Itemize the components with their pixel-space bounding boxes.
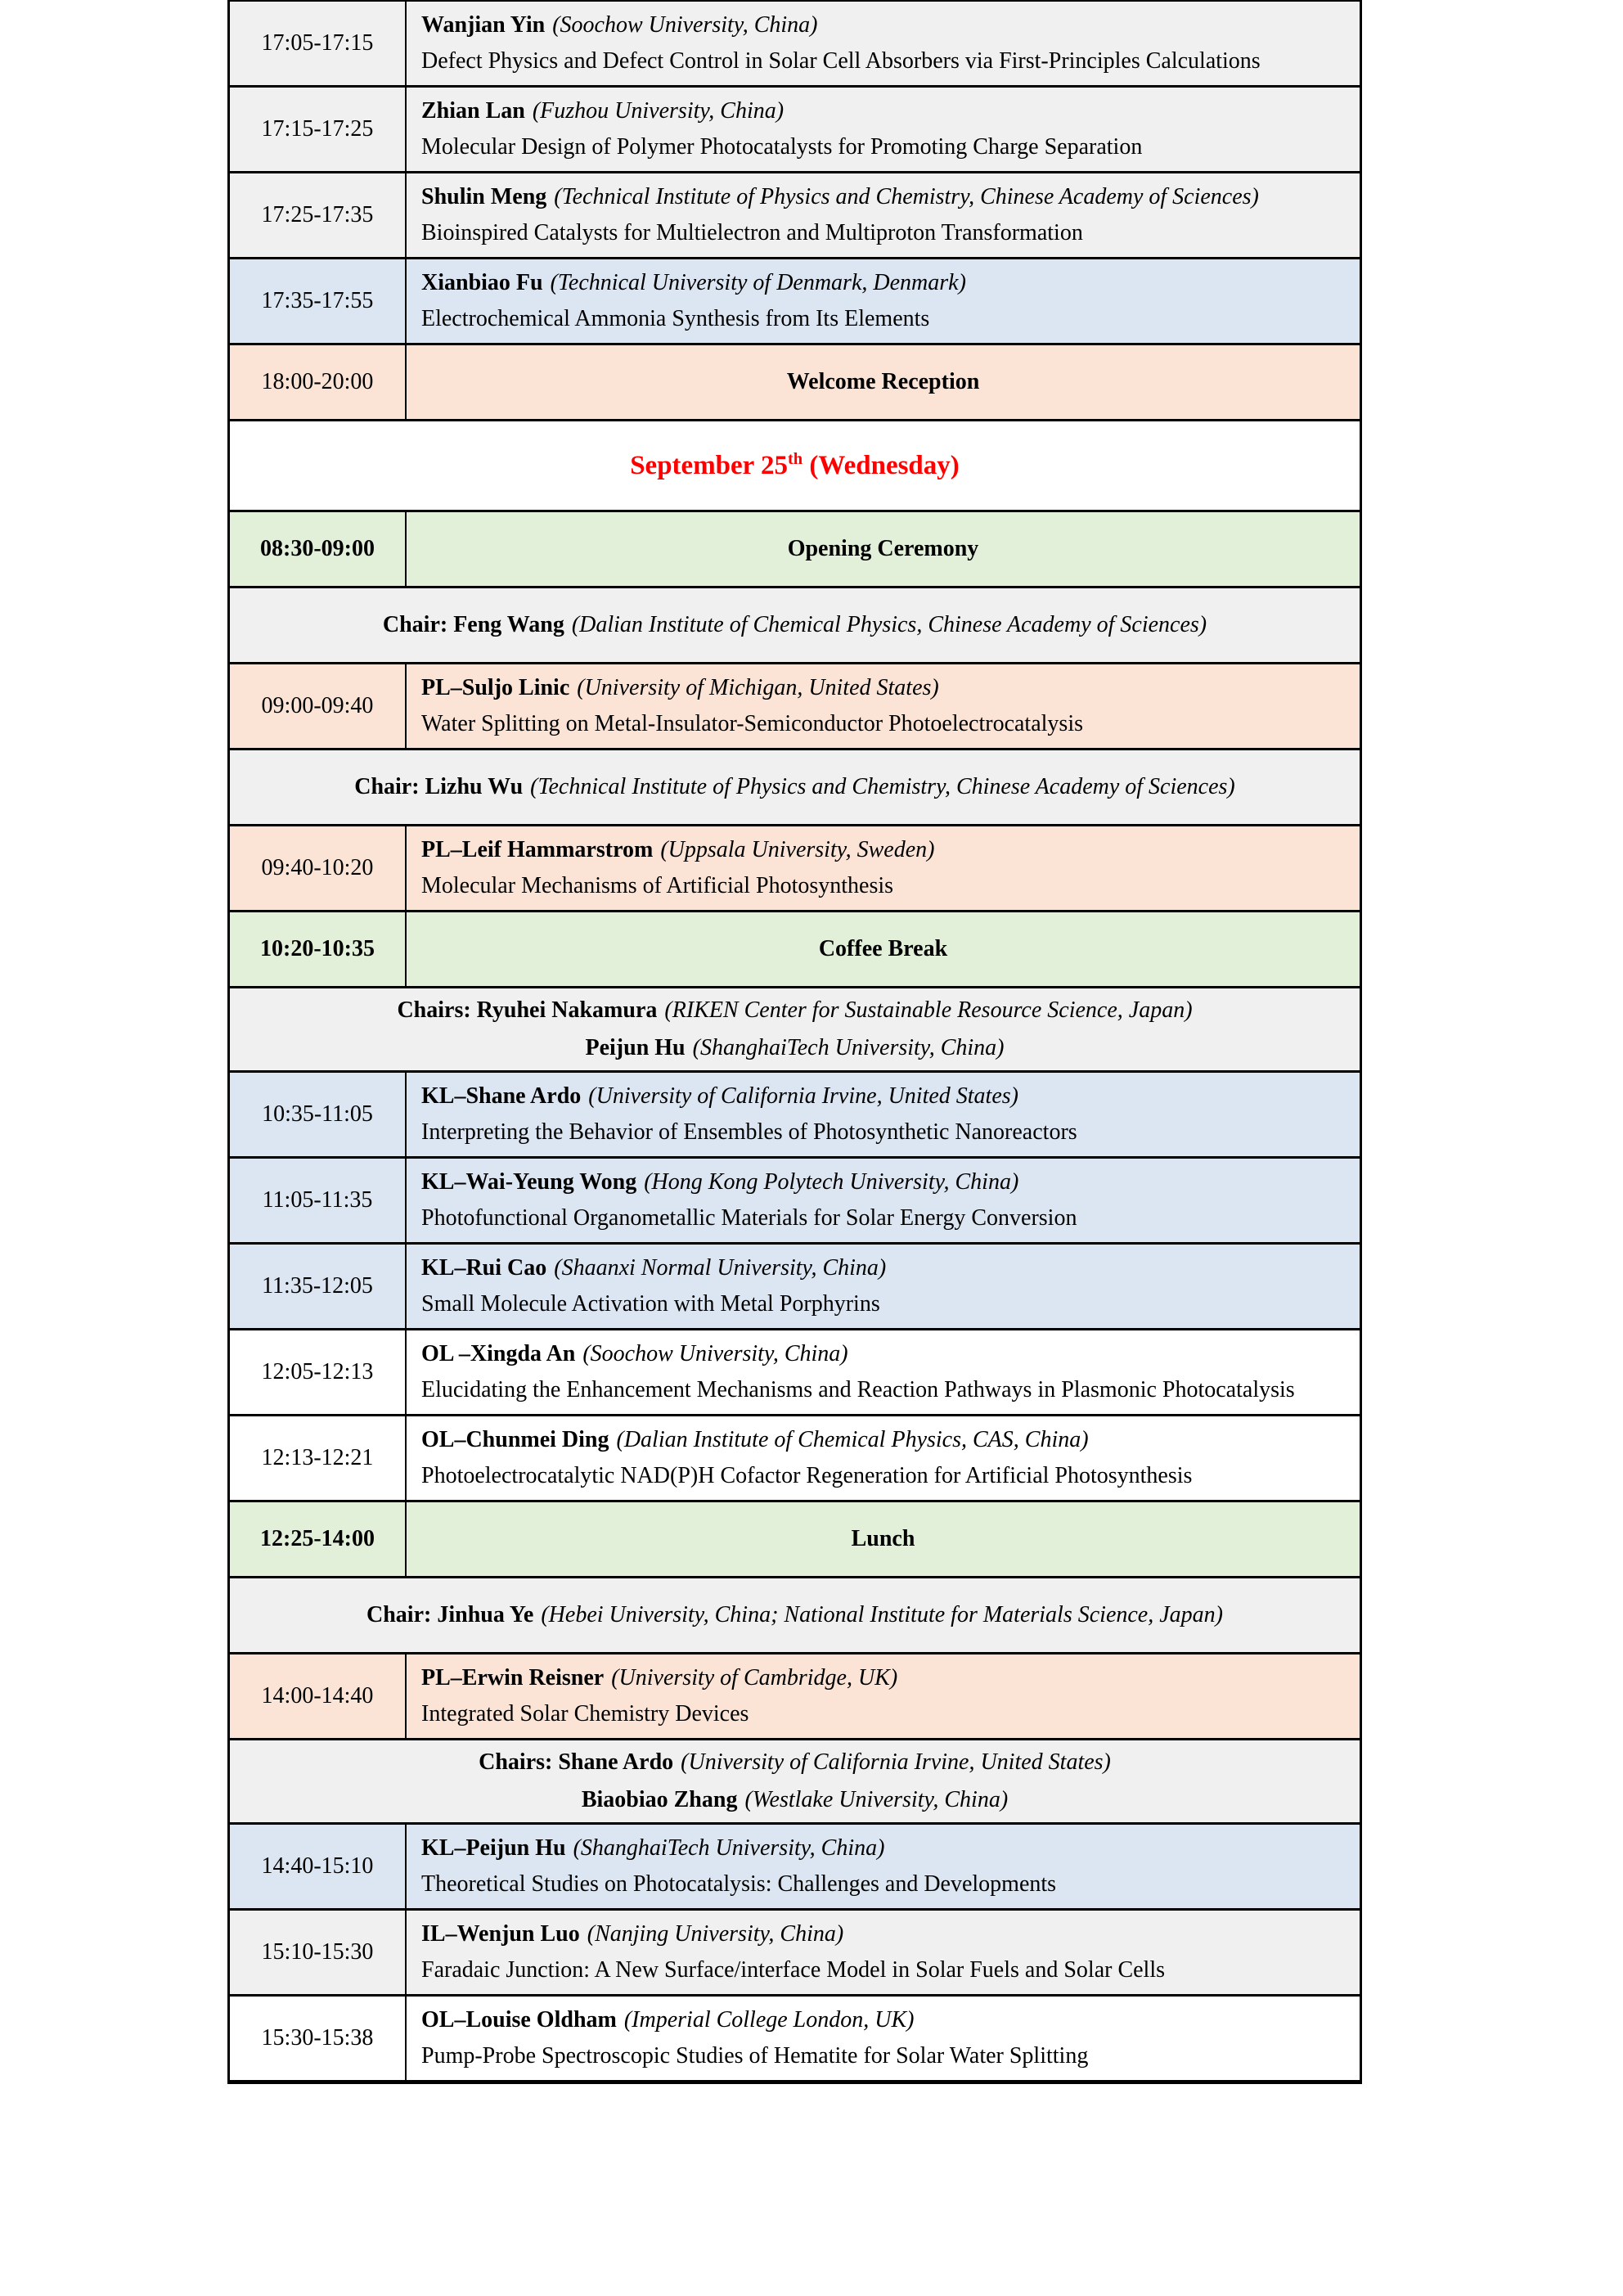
speaker-affiliation: (University of Cambridge, UK) [611,1665,898,1690]
date-weekday-text: (Wednesday) [803,451,960,480]
time-cell: 17:25-17:35 [230,173,407,257]
speaker-name: Xianbiao Fu [421,270,543,295]
chair-name: Chair: Lizhu Wu [354,774,524,799]
speaker-affiliation: (University of Michigan, United States) [577,675,939,700]
talk-title: Molecular Design of Polymer Photocatalysts for Promoting Charge Separation [421,134,1143,160]
schedule-row [230,1654,1360,1740]
speaker-name: OL –Xingda An [421,1341,576,1366]
session-cell [407,1825,1360,1908]
talk-title: Water Splitting on Metal-Insulator-Semiconductor Photoelectrocatalysis [421,711,1083,736]
session-cell [407,259,1360,343]
time-cell: 14:40-15:10 [230,1825,407,1908]
speaker-affiliation: (Technical University of Denmark, Denmark) [550,270,966,295]
schedule-row [230,88,1360,173]
time-cell: 14:00-14:40 [230,1654,407,1738]
schedule-row [230,173,1360,259]
schedule-row [230,1825,1360,1911]
time-cell: 08:30-09:00 [230,512,407,586]
time-cell: 09:00-09:40 [230,664,407,748]
chair-cell [230,750,1360,824]
speaker-line [421,1164,1343,1200]
speaker-line [421,832,1343,868]
speaker-line [421,2002,1343,2038]
chair-line [366,1596,1223,1634]
schedule-row [230,512,1360,588]
speaker-line [421,1830,1343,1866]
date-header [630,446,960,485]
speaker-line [421,179,1343,215]
talk-title: Bioinspired Catalysts for Multielectron and Multiproton Transformation [421,220,1083,245]
schedule-row [230,421,1360,512]
speaker-line [421,1078,1343,1114]
speaker-line [421,670,1343,706]
talk-title: Interpreting the Behavior of Ensembles of Photosynthetic Nanoreactors [421,1119,1077,1145]
speaker-affiliation: (Technical Institute of Physics and Chemistry, Chinese Academy of Sciences) [554,184,1259,209]
chair-cell [230,1740,1360,1822]
chair-name: Chairs: Ryuhei Nakamura [397,997,658,1023]
schedule-row [230,664,1360,750]
talk-title: Photofunctional Organometallic Materials for Solar Energy Conversion [421,1205,1077,1231]
time-cell: 10:35-11:05 [230,1073,407,1156]
speaker-name: IL–Wenjun Luo [421,1921,580,1947]
talk-title: Elucidating the Enhancement Mechanisms and Reaction Pathways in Plasmonic Photocatalysis [421,1377,1295,1402]
chair-name: Chair: Jinhua Ye [366,1602,534,1627]
talk-title: Faradaic Junction: A New Surface/interface Model in Solar Fuels and Solar Cells [421,1957,1166,1983]
special-label: Coffee Break [818,936,948,961]
date-header-cell [230,421,1360,510]
session-cell [407,1416,1360,1500]
session-cell [407,1997,1360,2080]
time-cell: 11:35-12:05 [230,1245,407,1328]
speaker-affiliation: (Soochow University, China) [582,1341,848,1366]
schedule-row [230,588,1360,664]
chair-affiliation: (Dalian Institute of Chemical Physics, Chinese Academy of Sciences) [571,612,1207,637]
speaker-name: PL–Leif Hammarstrom [421,837,654,862]
schedule-row [230,259,1360,345]
talk-title: Pump-Probe Spectroscopic Studies of Hematite for Solar Water Splitting [421,2043,1089,2069]
speaker-affiliation: (Nanjing University, China) [587,1921,844,1947]
speaker-affiliation: (Dalian Institute of Chemical Physics, CAS, China) [616,1427,1089,1452]
speaker-affiliation: (Soochow University, China) [552,12,818,38]
talk-title: Integrated Solar Chemistry Devices [421,1701,749,1727]
time-cell: 17:15-17:25 [230,88,407,171]
schedule-row [230,1073,1360,1159]
speaker-name: Zhian Lan [421,98,525,124]
chair-line [383,606,1207,644]
session-cell [407,664,1360,748]
speaker-line [421,1916,1343,1952]
chair-affiliation: (Hebei University, China; National Institute for Materials Science, Japan) [541,1602,1223,1627]
schedule-row [230,345,1360,421]
talk-title: Electrochemical Ammonia Synthesis from Its Elements [421,306,930,331]
speaker-line [421,7,1343,43]
speaker-affiliation: (Uppsala University, Sweden) [660,837,935,862]
chair-cell [230,1578,1360,1652]
time-cell: 12:05-12:13 [230,1330,407,1414]
schedule-row [230,1159,1360,1245]
speaker-line [421,1660,1343,1696]
time-cell: 17:05-17:15 [230,2,407,85]
speaker-line [421,93,1343,129]
speaker-affiliation: (Shaanxi Normal University, China) [554,1255,887,1281]
talk-title: Small Molecule Activation with Metal Porphyrins [421,1291,880,1317]
date-ordinal-suffix: th [787,450,803,468]
speaker-line [421,1336,1343,1372]
schedule-row [230,1911,1360,1997]
chair-affiliation: (University of California Irvine, United States) [681,1749,1111,1775]
special-label: Opening Ceremony [787,536,979,561]
talk-title: Photoelectrocatalytic NAD(P)H Cofactor Regeneration for Artificial Photosynthesis [421,1463,1193,1488]
date-text: September 25 [630,451,788,480]
chair-affiliation: (Technical Institute of Physics and Chemistry, Chinese Academy of Sciences) [530,774,1235,799]
chair-name: Biaobiao Zhang [581,1787,738,1812]
time-cell: 12:13-12:21 [230,1416,407,1500]
chair-name: Chair: Feng Wang [382,612,564,637]
talk-title: Defect Physics and Defect Control in Solar Cell Absorbers via First-Principles Calculations [421,48,1261,74]
speaker-affiliation: (ShanghaiTech University, China) [573,1835,885,1861]
chair-line [582,1781,1008,1819]
chair-cell [230,588,1360,662]
schedule-row [230,826,1360,912]
chair-affiliation: (ShanghaiTech University, China) [692,1035,1005,1060]
time-cell: 12:25-14:00 [230,1502,407,1576]
speaker-name: KL–Shane Ardo [421,1083,582,1109]
talk-title: Theoretical Studies on Photocatalysis: Challenges and Developments [421,1871,1057,1897]
speaker-affiliation: (Hong Kong Polytech University, China) [644,1169,1019,1195]
session-cell [407,1654,1360,1738]
schedule-row [230,750,1360,826]
speaker-affiliation: (University of California Irvine, United States) [588,1083,1018,1109]
schedule-row [230,1997,1360,2080]
session-cell [407,1330,1360,1414]
talk-title: Molecular Mechanisms of Artificial Photosynthesis [421,873,894,898]
chair-name: Peijun Hu [585,1035,686,1060]
schedule-row [230,912,1360,988]
chair-line [586,1029,1005,1067]
special-label: Welcome Reception [786,369,980,394]
speaker-affiliation: (Fuzhou University, China) [532,98,785,124]
time-cell: 17:35-17:55 [230,259,407,343]
chair-affiliation: (RIKEN Center for Sustainable Resource Science, Japan) [664,997,1193,1023]
speaker-affiliation: (Imperial College London, UK) [623,2007,915,2033]
speaker-name: KL–Peijun Hu [421,1835,566,1861]
time-cell: 09:40-10:20 [230,826,407,910]
schedule-row [230,2,1360,88]
chair-cell [230,988,1360,1070]
time-cell: 18:00-20:00 [230,345,407,419]
chair-name: Chairs: Shane Ardo [479,1749,674,1775]
session-cell [407,1073,1360,1156]
schedule-row [230,1330,1360,1416]
schedule-row [230,988,1360,1073]
special-cell [407,1502,1360,1576]
session-cell [407,173,1360,257]
speaker-name: Shulin Meng [421,184,547,209]
chair-line [354,768,1235,806]
special-cell [407,512,1360,586]
special-cell [407,345,1360,419]
schedule-row [230,1740,1360,1825]
session-cell [407,88,1360,171]
speaker-name: PL–Erwin Reisner [421,1665,605,1690]
chair-line [479,1744,1111,1781]
speaker-line [421,1250,1343,1286]
session-cell [407,826,1360,910]
special-label: Lunch [851,1526,915,1551]
session-cell [407,1159,1360,1242]
speaker-name: Wanjian Yin [421,12,546,38]
schedule-row [230,1578,1360,1654]
special-cell [407,912,1360,986]
time-cell: 11:05-11:35 [230,1159,407,1242]
speaker-name: KL–Wai-Yeung Wong [421,1169,637,1195]
session-cell [407,1245,1360,1328]
session-cell [407,1911,1360,1994]
speaker-name: KL–Rui Cao [421,1255,547,1281]
session-cell [407,2,1360,85]
schedule-row [230,1502,1360,1578]
time-cell: 15:30-15:38 [230,1997,407,2080]
time-cell: 10:20-10:35 [230,912,407,986]
schedule-row [230,1245,1360,1330]
speaker-name: PL–Suljo Linic [421,675,570,700]
speaker-name: OL–Louise Oldham [421,2007,617,2033]
speaker-line [421,265,1343,301]
chair-line [397,992,1192,1029]
conference-schedule-table [227,0,1362,2084]
speaker-line [421,1422,1343,1458]
chair-affiliation: (Westlake University, China) [744,1787,1009,1812]
time-cell: 15:10-15:30 [230,1911,407,1994]
schedule-row [230,1416,1360,1502]
speaker-name: OL–Chunmei Ding [421,1427,609,1452]
